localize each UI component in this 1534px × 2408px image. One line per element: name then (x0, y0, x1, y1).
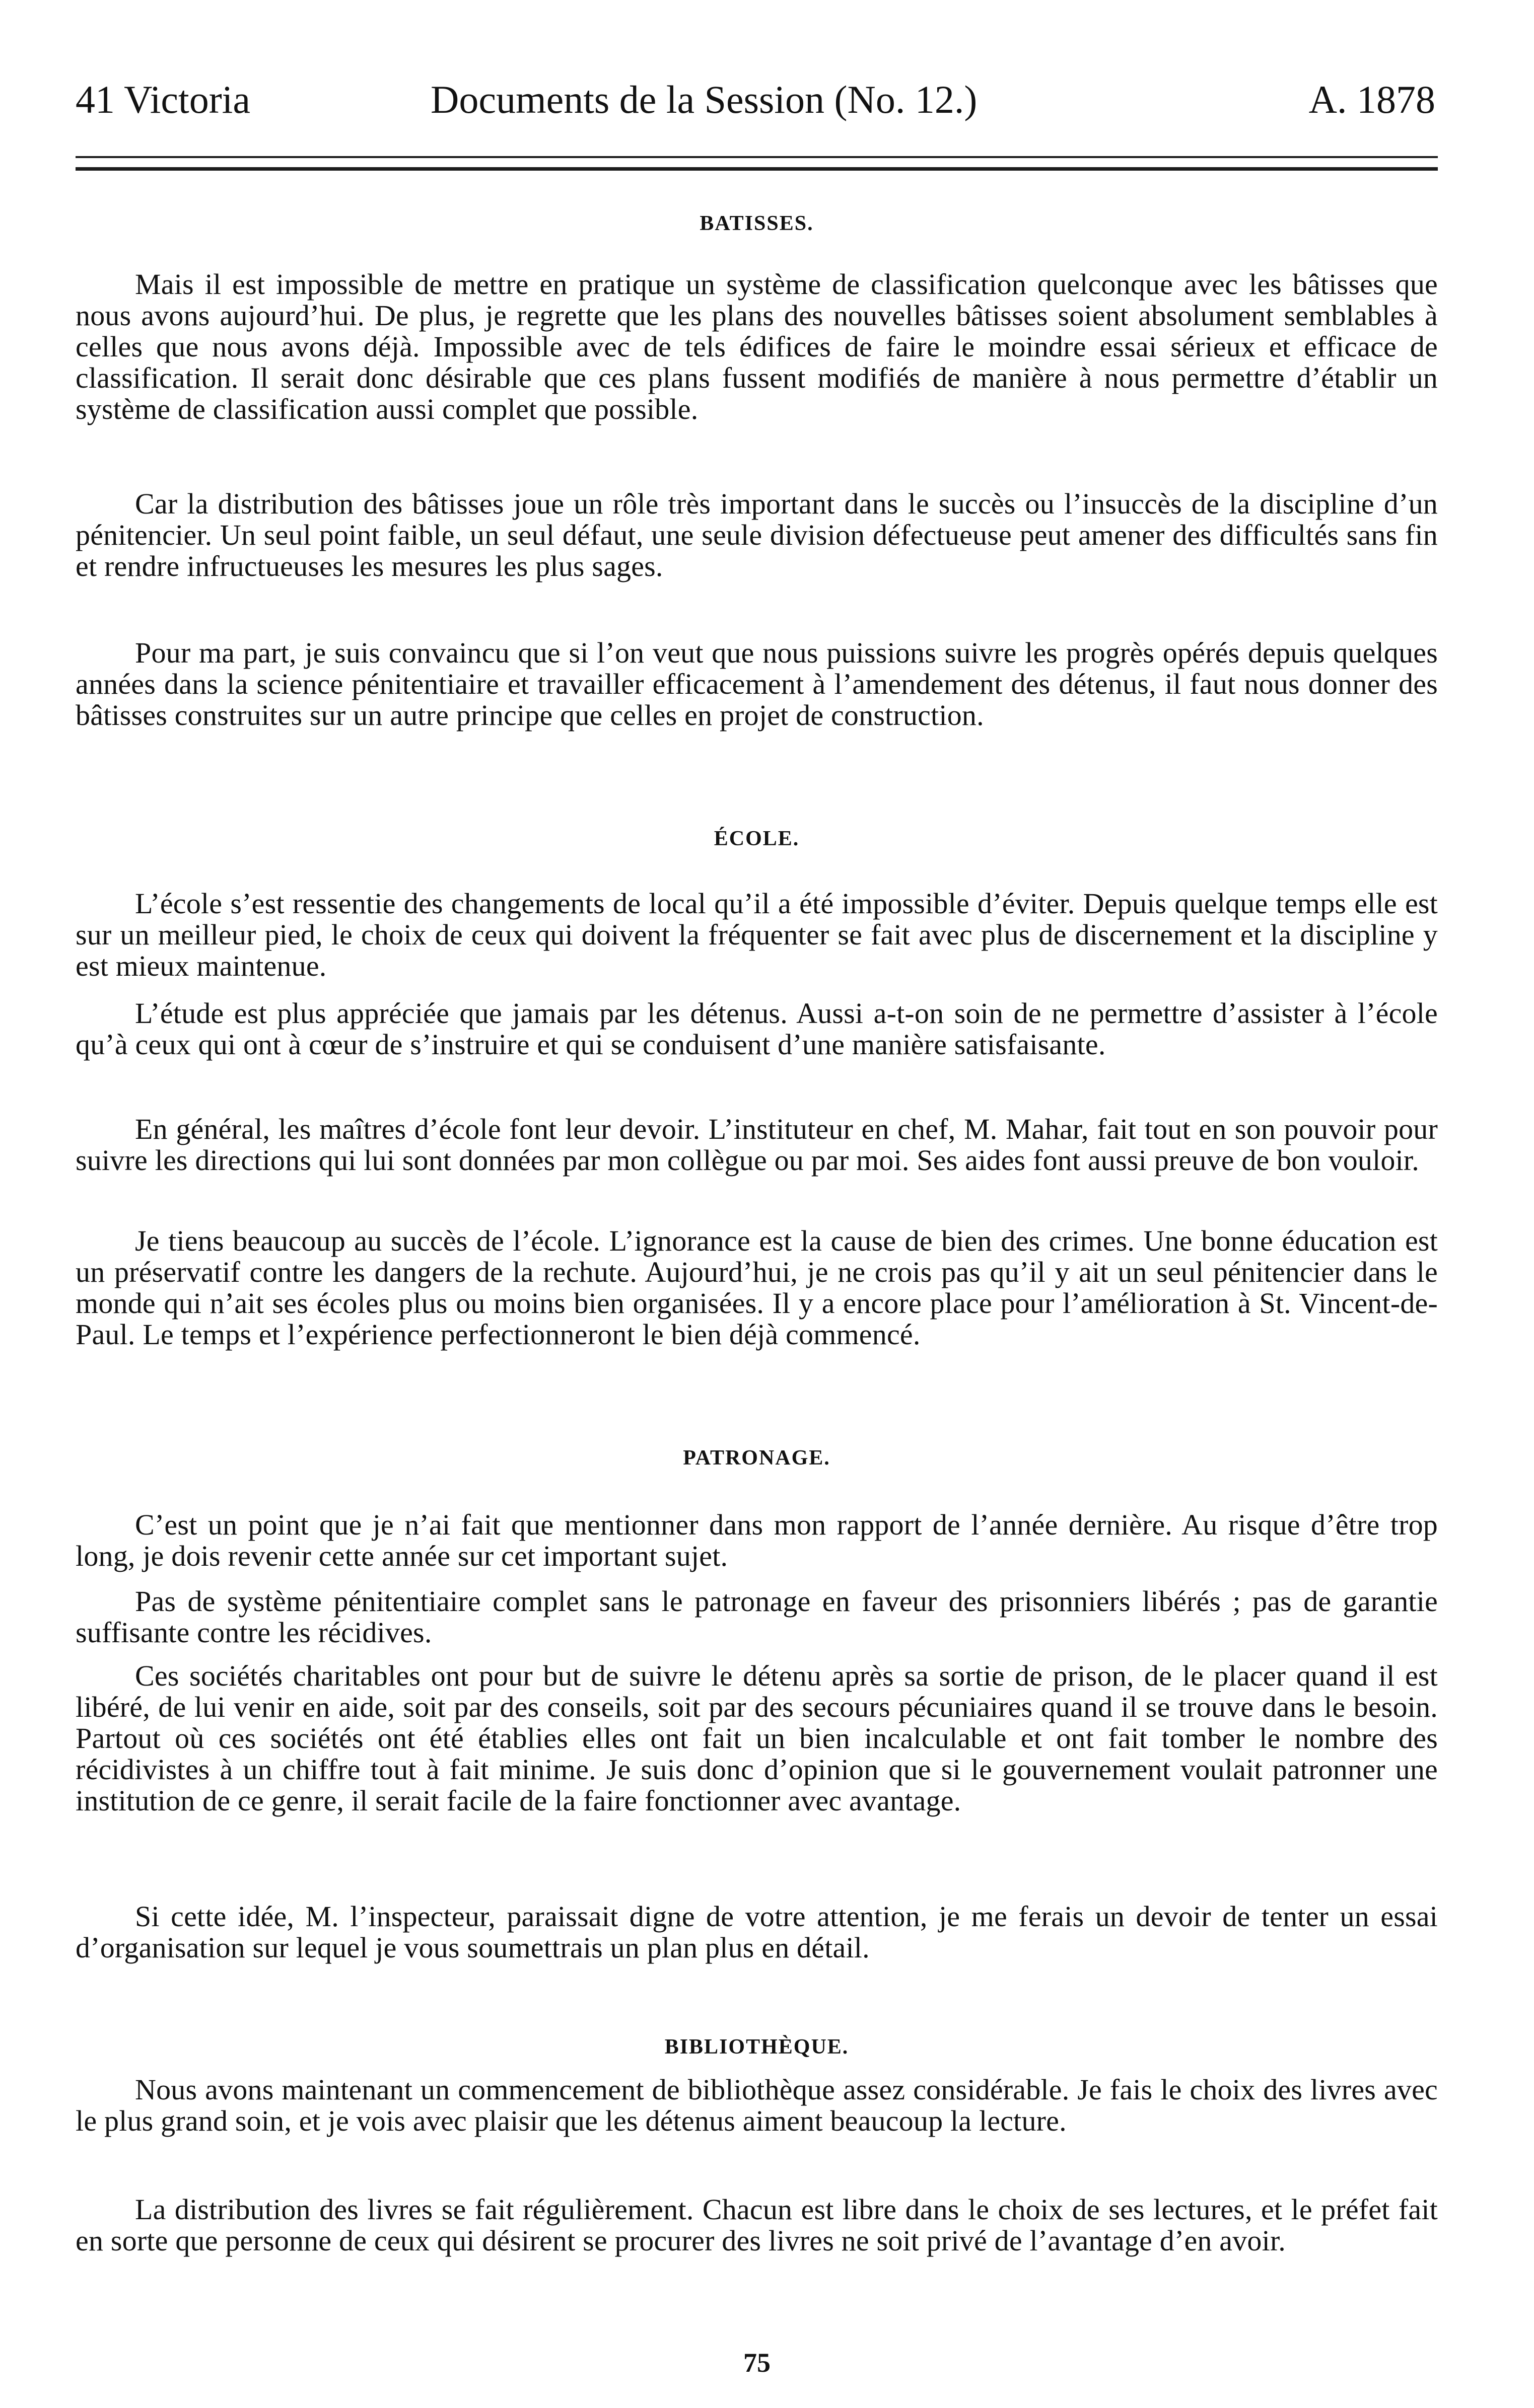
paragraph-patronage-1: C’est un point que je n’ai fait que mentionner dans mon rapport de l’année dernière. Au risque d’être trop long, je dois revenir cette année sur cet important sujet. (76, 1508, 1438, 1572)
session-year: 41 Victoria (76, 78, 250, 121)
paragraph-ecole-1: L’école s’est ressentie des changements de local qu’il a été impossible d’éviter. Depuis quelque temps elle est sur un meilleur pied, le choix de ceux qui doivent la fréquenter se fait avec plus de discernement et la discipline y est mieux maintenue. (76, 887, 1438, 982)
paragraph-ecole-4: Je tiens beaucoup au succès de l’école. L’ignorance est la cause de bien des crimes. Une bonne éducation est un préservatif contre les dangers de la rechute. Aujourd’hui, je ne crois pas qu’il y ait un seul pénitencier dans le monde qui n’ait ses écoles plus ou moins bien organisées. Il y a encore place pour l’amélioration à St. Vincent-de-Paul. Le temps et l’expérience perfectionneront le bien déjà commencé. (76, 1224, 1438, 1351)
header-rule-thin (76, 156, 1438, 158)
section-title-ecole: ÉCOLE. (714, 827, 800, 850)
paragraph-ecole-2: L’étude est plus appréciée que jamais par les détenus. Aussi a-t-on soin de ne permettre d’assister à l’école qu’à ceux qui ont à cœur de s’instruire et qui se conduisent d’une manière satisfaisante. (76, 997, 1438, 1061)
paragraph-patronage-4: Si cette idée, M. l’inspecteur, paraissait digne de votre attention, je me ferais un devoir de tenter un essai d’organisation sur lequel je vous soumettrais un plan plus en détail. (76, 1900, 1438, 1964)
section-title-bibliotheque: BIBLIOTHÈQUE. (664, 2035, 849, 2059)
section-title-batisses: BATISSES. (700, 212, 814, 235)
paragraph-patronage-3: Ces sociétés charitables ont pour but de suivre le détenu après sa sortie de prison, de le placer quand il est libéré, de lui venir en aide, soit par des conseils, soit par des secours pécuniaires quand il se trouve dans le besoin. Partout où ces sociétés ont été établies elles ont fait un bien incalculable et ont fait tomber le nombre des récidivistes à un chiffre tout à fait minime. Je suis donc d’opinion que si le gouvernement voulait patronner une institution de ce genre, il serait facile de la faire fonctionner avec avantage. (76, 1659, 1438, 1817)
paragraph-bibliotheque-2: La distribution des livres se fait régulièrement. Chacun est libre dans le choix de ses lectures, et le préfet fait en sorte que personne de ceux qui désirent se procurer des livres ne soit privé de l’avantage d’en avoir. (76, 2193, 1438, 2257)
paragraph-batisses-2: Car la distribution des bâtisses joue un rôle très important dans le succès ou l’insuccès de la discipline d’un pénitencier. Un seul point faible, un seul défaut, une seule division défectueuse peut amener des difficultés sans fin et rendre infructueuses les mesures les plus sages. (76, 487, 1438, 582)
section-title-patronage: PATRONAGE. (683, 1446, 830, 1470)
page-header (76, 75, 1435, 130)
paragraph-patronage-2: Pas de système pénitentiaire complet sans le patronage en faveur des prisonniers libérés ; pas de garantie suffisante contre les récidives. (76, 1585, 1438, 1649)
header-rule-thick (76, 167, 1438, 171)
paragraph-ecole-3: En général, les maîtres d’école font leur devoir. L’instituteur en chef, M. Mahar, fait tout en son pouvoir pour suivre les directions qui lui sont données par mon collègue ou par moi. Ses aides font aussi preuve de bon vouloir. (76, 1113, 1438, 1177)
page-number: 75 (743, 2348, 771, 2378)
paragraph-batisses-3: Pour ma part, je suis convaincu que si l’on veut que nous puissions suivre les progrès opérés depuis quelques années dans la science pénitentiaire et travailler efficacement à l’amendement des détenus, il faut nous donner des bâtisses construites sur un autre principe que celles en projet de construction. (76, 636, 1438, 732)
paragraph-batisses-1: Mais il est impossible de mettre en pratique un système de classification quelconque avec les bâtisses que nous avons aujourd’hui. De plus, je regrette que les plans des nouvelles bâtisses soient absolument semblables à celles que nous avons déjà. Impossible avec de tels édifices de faire le moindre essai sérieux et efficace de classification. Il serait donc désirable que ces plans fussent modifiés de manière à nous permettre d’établir un système de classification aussi complet que possible. (76, 268, 1438, 425)
paragraph-bibliotheque-1: Nous avons maintenant un commencement de bibliothèque assez considérable. Je fais le choix des livres avec le plus grand soin, et je vois avec plaisir que les détenus aiment beaucoup la lecture. (76, 2073, 1438, 2137)
publication-title: Documents de la Session (No. 12.) (431, 78, 978, 121)
publication-year: A. 1878 (1308, 78, 1435, 121)
